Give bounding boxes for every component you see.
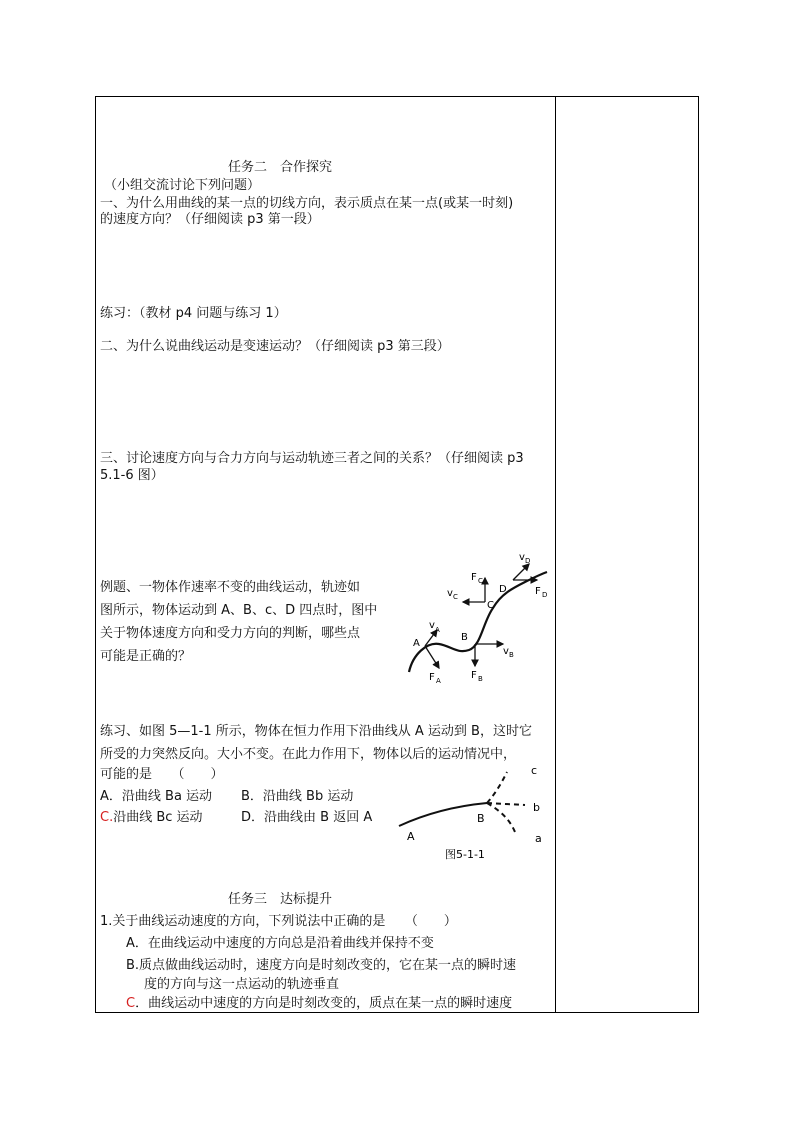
dashed-curve-a bbox=[487, 803, 515, 832]
label-fa-sub: A bbox=[436, 677, 441, 685]
dashed-curve-c bbox=[487, 772, 507, 803]
task3-option-c-text: ．曲线运动中速度的方向是时刻改变的，质点在某一点的瞬时速度 bbox=[135, 996, 513, 1011]
velocity-arrow-d bbox=[513, 564, 529, 580]
force-arrow-a bbox=[425, 646, 439, 668]
label-vb-sub: B bbox=[509, 651, 514, 659]
task3-question-1: 1.关于曲线运动速度的方向，下列说法中正确的是 （ ） bbox=[100, 914, 457, 929]
label-fb-sub: B bbox=[478, 675, 483, 683]
path-a-to-b bbox=[399, 803, 487, 826]
example-line4: 可能是正确的？ bbox=[100, 649, 192, 664]
column-divider bbox=[555, 97, 556, 1012]
exercise-line2: 所受的力突然反向。大小不变。在此力作用下，物体以后的运动情况中， bbox=[100, 747, 517, 762]
task3-option-c bbox=[126, 994, 512, 1014]
fig-label-b: B bbox=[477, 812, 485, 825]
label-fa: F bbox=[429, 672, 435, 683]
label-va-sub: A bbox=[435, 626, 440, 634]
question-1-line2: 的速度方向？（仔细阅读 p3 第一段） bbox=[100, 212, 320, 227]
label-vd-sub: D bbox=[525, 557, 531, 565]
task3-option-c-letter: C bbox=[126, 996, 136, 1011]
dashed-curve-b bbox=[487, 803, 525, 805]
task3-option-b-line2: 度的方向与这一点运动的轨迹垂直 bbox=[144, 977, 340, 992]
exercise-option-c bbox=[100, 808, 203, 828]
exercise-option-c-letter: C. bbox=[100, 810, 114, 825]
label-vc-sub: C bbox=[453, 593, 458, 601]
point-a-label: A bbox=[413, 638, 420, 649]
point-c-label: C bbox=[487, 600, 494, 611]
exercise-option-b: B．沿曲线 Bb 运动 bbox=[241, 789, 354, 804]
fig-label-a-start: A bbox=[407, 830, 415, 843]
label-va: v bbox=[429, 620, 435, 631]
example-line3: 关于物体速度方向和受力方向的判断，哪些点 bbox=[100, 626, 361, 641]
task3-option-a: A．在曲线运动中速度的方向总是沿着曲线并保持不变 bbox=[126, 936, 434, 951]
point-b-label: B bbox=[461, 632, 468, 643]
exercise-line1: 练习、如图 5—1-1 所示，物体在恒力作用下沿曲线从 A 运动到 B，这时它 bbox=[100, 724, 532, 739]
label-fd-sub: D bbox=[542, 591, 548, 599]
task2-title: 任务二 合作探究 bbox=[228, 160, 333, 175]
task2-subtitle: （小组交流讨论下列问题） bbox=[104, 178, 261, 193]
task3-title: 任务三 达标提升 bbox=[228, 892, 333, 907]
label-fb: F bbox=[471, 670, 477, 681]
label-fc: F bbox=[471, 572, 477, 583]
figure-caption: 图5-1-1 bbox=[445, 848, 485, 861]
label-fc-sub: C bbox=[478, 577, 483, 585]
question-3-line2: 5.1-6 图） bbox=[100, 468, 164, 483]
practice-line: 练习：（教材 p4 问题与练习 1） bbox=[100, 306, 287, 321]
label-fd: F bbox=[535, 586, 541, 597]
label-vc: v bbox=[447, 588, 453, 599]
exercise-option-d: D．沿曲线由 B 返回 A bbox=[241, 810, 373, 825]
label-vd: v bbox=[519, 552, 525, 563]
exercise-option-a: A．沿曲线 Ba 运动 bbox=[100, 789, 213, 804]
task3-option-b-line1: B.质点做曲线运动时，速度方向是时刻改变的，它在某一点的瞬时速 bbox=[126, 958, 517, 973]
exercise-option-c-text: 沿曲线 Bc 运动 bbox=[113, 810, 203, 825]
question-3-line1: 三、讨论速度方向与合力方向与运动轨迹三者之间的关系？（仔细阅读 p3 bbox=[100, 451, 524, 466]
label-vb: v bbox=[503, 646, 509, 657]
question-1-line1: 一、为什么用曲线的某一点的切线方向，表示质点在某一点(或某一时刻) bbox=[100, 196, 514, 211]
question-2: 二、为什么说曲线运动是变速运动？（仔细阅读 p3 第三段） bbox=[100, 339, 450, 354]
fig-label-a-lower: a bbox=[535, 832, 542, 845]
example-line2: 图所示，物体运动到 A、B、c、D 四点时，图中 bbox=[100, 603, 378, 618]
example-line1: 例题、一物体作速率不变的曲线运动，轨迹如 bbox=[100, 580, 361, 595]
fig-label-c: c bbox=[531, 764, 538, 777]
fig-label-b-lower: b bbox=[533, 801, 540, 814]
exercise-line3: 可能的是 （ ） bbox=[100, 767, 224, 782]
exercise-figure bbox=[395, 760, 555, 864]
point-d-label: D bbox=[499, 584, 507, 595]
example-figure bbox=[395, 550, 555, 690]
